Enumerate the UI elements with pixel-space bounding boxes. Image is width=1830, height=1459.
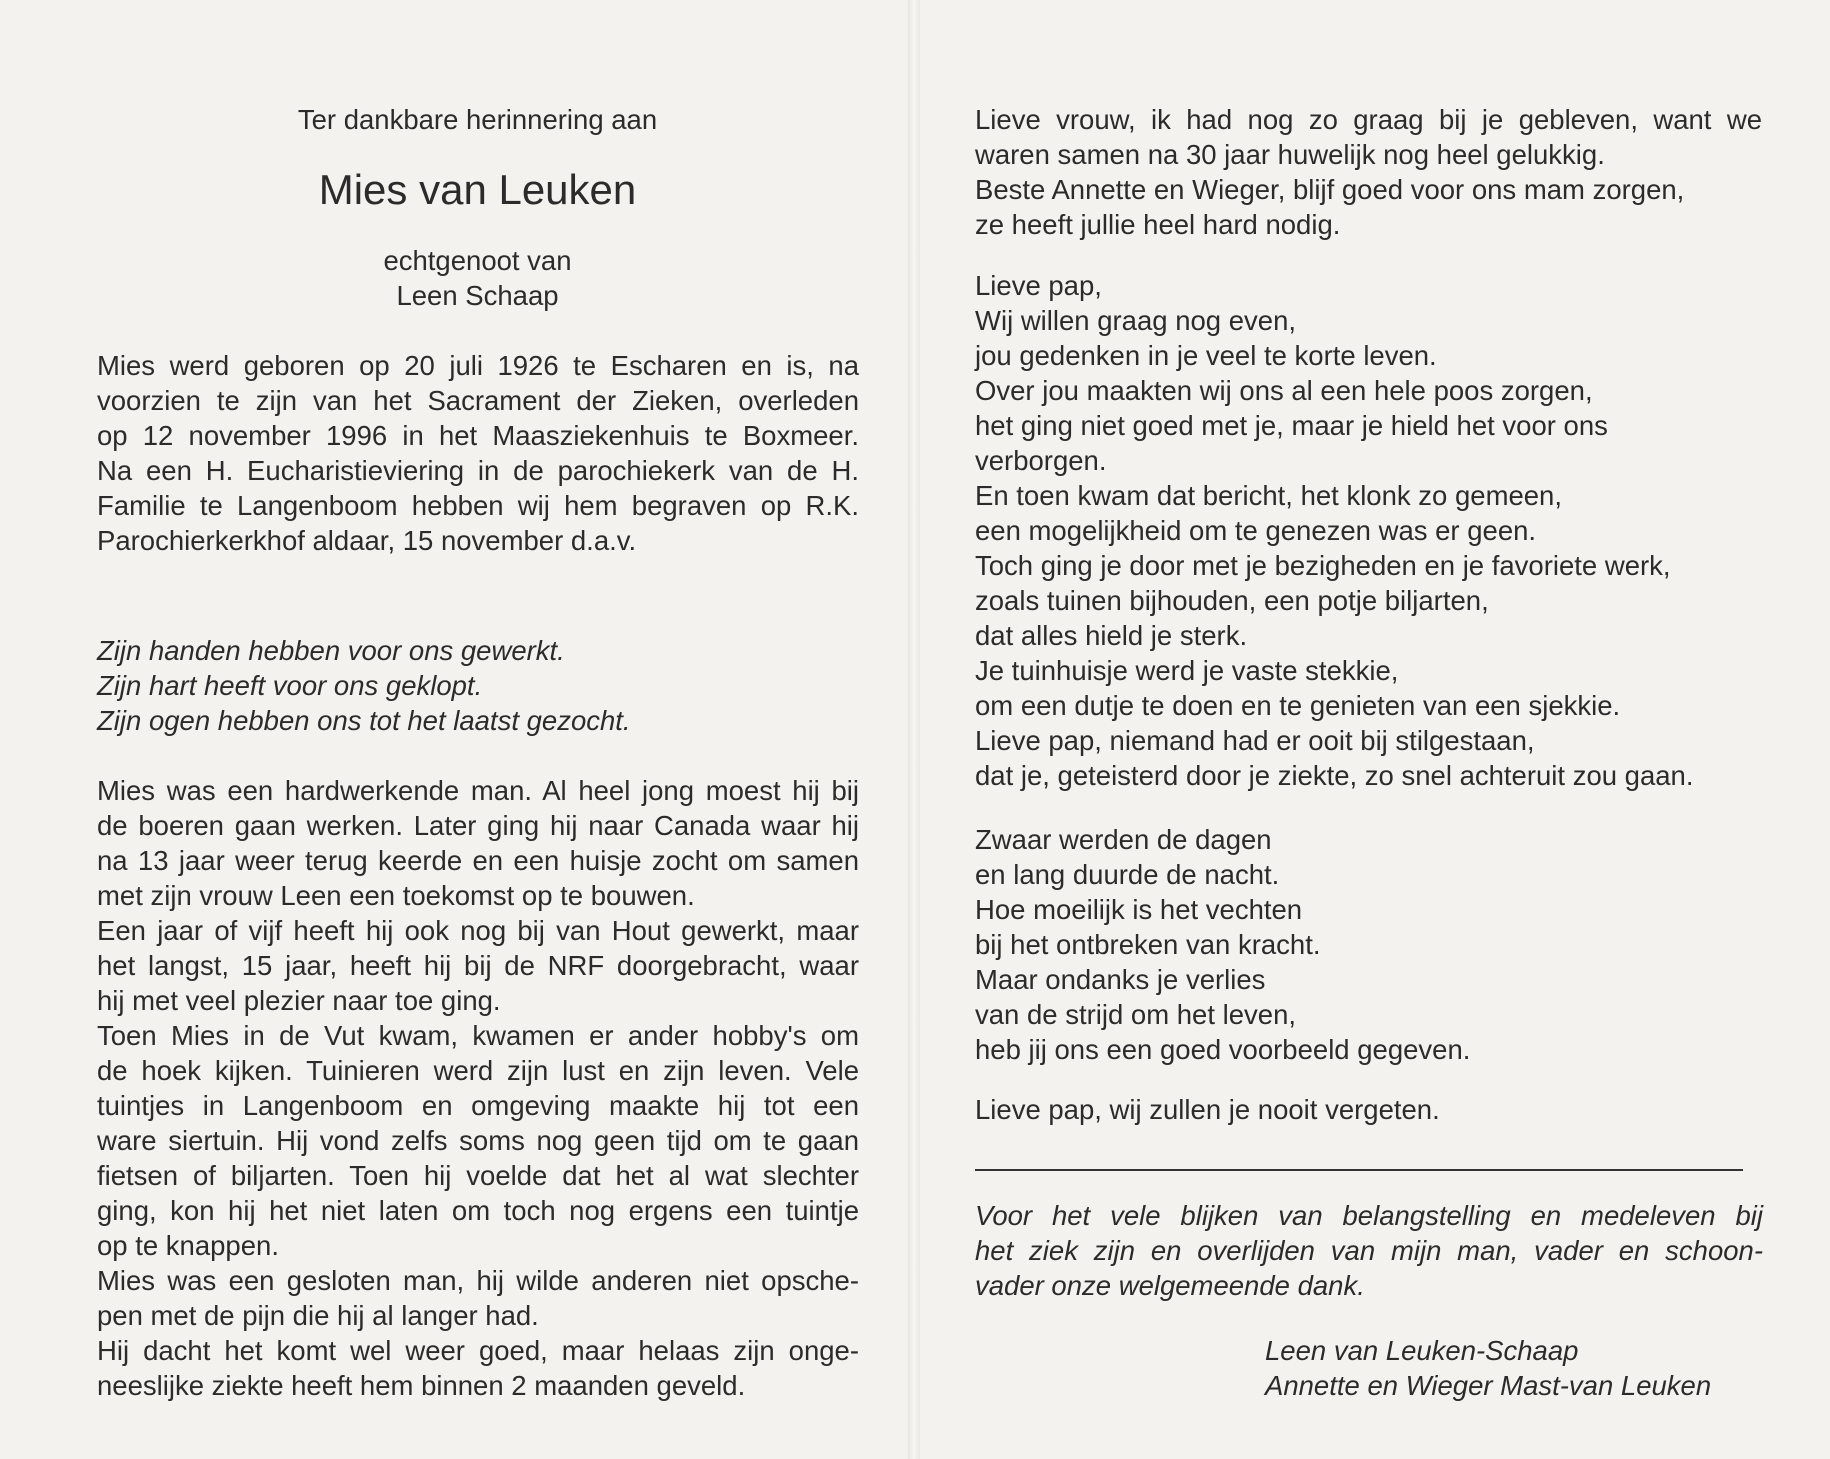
bio-line: voorzien te zijn van het Sacrament der Zieken, overleden xyxy=(97,385,859,416)
story-line: op te knappen. xyxy=(97,1230,279,1261)
poem-line: heb jij ons een goed voorbeeld gegeven. xyxy=(975,1034,1471,1065)
poem-line: verborgen. xyxy=(975,445,1107,476)
story-line: hij met veel plezier naar toe ging. xyxy=(97,985,501,1016)
intro-line: Ter dankbare herinnering aan xyxy=(297,104,658,135)
signature-line: Annette en Wieger Mast-van Leuken xyxy=(1265,1370,1712,1401)
story-line: tuintjes in Langenboom en omgeving maakte hij tot een xyxy=(97,1090,859,1121)
bio-line: Familie te Langenboom hebben wij hem begraven op R.K. xyxy=(97,490,859,521)
poem-line: dat je, geteisterd door je ziekte, zo snel achteruit zou gaan. xyxy=(975,760,1694,791)
poem-line: Wij willen graag nog even, xyxy=(975,305,1297,336)
thanks-line: het ziek zijn en overlijden van mijn man, vader en schoon- xyxy=(975,1235,1763,1266)
poem-line: en lang duurde de nacht. xyxy=(975,859,1280,890)
story-line: ware siertuin. Hij vond zelfs soms nog geen tijd om te gaan xyxy=(97,1125,859,1156)
poem-line: Lieve pap, xyxy=(975,270,1102,301)
poem-line: het ging niet goed met je, maar je hield het voor ons xyxy=(975,410,1608,441)
thanks-line: vader onze welgemeende dank. xyxy=(975,1270,1365,1301)
poem-line: Beste Annette en Wieger, blijf goed voor ons mam zorgen, xyxy=(975,174,1685,205)
poem-line: Lieve vrouw, ik had nog zo graag bij je gebleven, want we xyxy=(975,104,1762,135)
spouse-label: echtgenoot van xyxy=(383,245,572,276)
verse-line: Zijn hart heeft voor ons geklopt. xyxy=(97,670,483,701)
poem-line: een mogelijkheid om te genezen was er geen. xyxy=(975,515,1537,546)
poem-line: om een dutje te doen en te genieten van een sjekkie. xyxy=(975,690,1621,721)
poem-line: ze heeft jullie heel hard nodig. xyxy=(975,209,1341,240)
deceased-name: Mies van Leuken xyxy=(318,166,637,213)
thanks-line: Voor het vele blijken van belangstelling en medeleven bij xyxy=(975,1200,1763,1231)
story-line: de hoek kijken. Tuinieren werd zijn lust en zijn leven. Vele xyxy=(97,1055,859,1086)
poem-line: van de strijd om het leven, xyxy=(975,999,1297,1030)
signature-line: Leen van Leuken-Schaap xyxy=(1265,1335,1579,1366)
story-line: Hij dacht het komt wel weer goed, maar helaas zijn onge- xyxy=(97,1335,859,1366)
divider-rule xyxy=(975,1169,1743,1171)
bio-line: Mies werd geboren op 20 juli 1926 te Escharen en is, na xyxy=(97,350,859,381)
story-line: na 13 jaar weer terug keerde en een huisje zocht om samen xyxy=(97,845,859,876)
story-line: het langst, 15 jaar, heeft hij bij de NRF doorgebracht, waar xyxy=(97,950,859,981)
bio-line: op 12 november 1996 in het Maasziekenhuis te Boxmeer. xyxy=(97,420,859,451)
closing-line: Lieve pap, wij zullen je nooit vergeten. xyxy=(975,1094,1440,1125)
story-line: ging, kon hij het niet laten om toch nog ergens een tuintje xyxy=(97,1195,859,1226)
poem-line: Zwaar werden de dagen xyxy=(975,824,1272,855)
bio-line: Parochierkerkhof aldaar, 15 november d.a.v. xyxy=(97,525,637,556)
poem-line: zoals tuinen bijhouden, een potje biljarten, xyxy=(975,585,1489,616)
poem-line: Hoe moeilijk is het vechten xyxy=(975,894,1303,925)
poem-line: bij het ontbreken van kracht. xyxy=(975,929,1321,960)
poem-line: Maar ondanks je verlies xyxy=(975,964,1266,995)
story-line: Mies was een hardwerkende man. Al heel jong moest hij bij xyxy=(97,775,859,806)
poem-line: En toen kwam dat bericht, het klonk zo gemeen, xyxy=(975,480,1562,511)
card-fold xyxy=(908,0,920,1459)
story-line: met zijn vrouw Leen een toekomst op te bouwen. xyxy=(97,880,695,911)
poem-line: jou gedenken in je veel te korte leven. xyxy=(975,340,1437,371)
story-line: Een jaar of vijf heeft hij ook nog bij van Hout gewerkt, maar xyxy=(97,915,859,946)
story-line: de boeren gaan werken. Later ging hij naar Canada waar hij xyxy=(97,810,859,841)
bio-line: Na een H. Eucharistieviering in de parochiekerk van de H. xyxy=(97,455,859,486)
story-line: neeslijke ziekte heeft hem binnen 2 maanden geveld. xyxy=(97,1370,746,1401)
poem-line: Over jou maakten wij ons al een hele poos zorgen, xyxy=(975,375,1593,406)
poem-line: Je tuinhuisje werd je vaste stekkie, xyxy=(975,655,1399,686)
verse-line: Zijn handen hebben voor ons gewerkt. xyxy=(97,635,565,666)
spouse-name: Leen Schaap xyxy=(396,280,559,311)
poem-line: Toch ging je door met je bezigheden en je favoriete werk, xyxy=(975,550,1671,581)
story-line: pen met de pijn die hij al langer had. xyxy=(97,1300,539,1331)
story-line: Mies was een gesloten man, hij wilde anderen niet opsche- xyxy=(97,1265,859,1296)
story-line: fietsen of biljarten. Toen hij voelde dat het al wat slechter xyxy=(97,1160,859,1191)
poem-line: dat alles hield je sterk. xyxy=(975,620,1248,651)
poem-line: waren samen na 30 jaar huwelijk nog heel gelukkig. xyxy=(975,139,1605,170)
story-line: Toen Mies in de Vut kwam, kwamen er ander hobby's om xyxy=(97,1020,859,1051)
poem-line: Lieve pap, niemand had er ooit bij stilgestaan, xyxy=(975,725,1535,756)
verse-line: Zijn ogen hebben ons tot het laatst gezocht. xyxy=(97,705,631,736)
